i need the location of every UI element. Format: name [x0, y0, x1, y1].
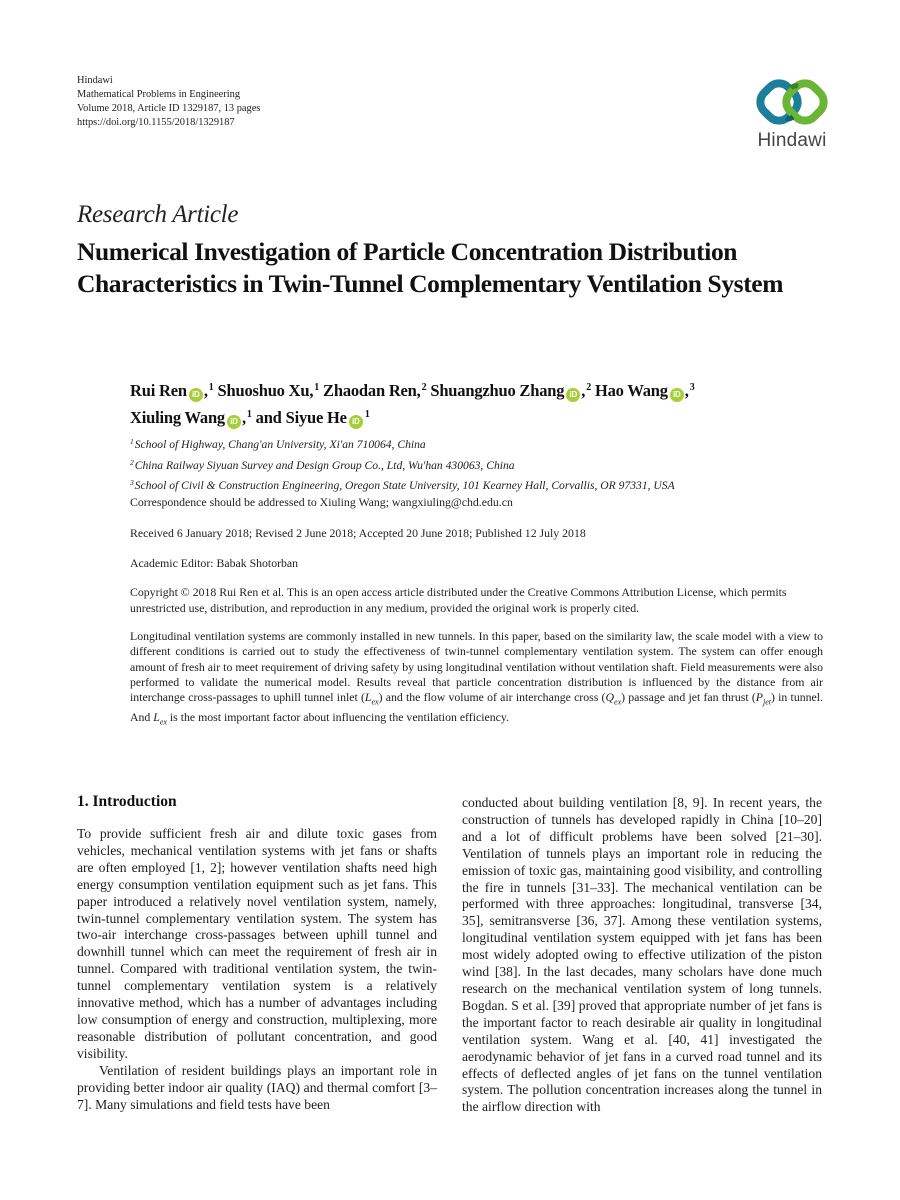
- affiliation: $^2$China Railway Siyuan Survey and Design Group Co., Ltd, Wu'han 430063, China: [130, 457, 515, 472]
- author[interactable]: Shuoshuo Xu,$^1$: [217, 381, 320, 400]
- paragraph: conducted about building ventilation [8, 9]. In recent years, the construction of tunnels has developed rapidly in China [10–20] and a lot of difficult problems have been solved [21–30]. Ventilation of tunnels plays an important role in reducing the emission of toxic gas, maintaining good visibility, and controlling the fire in tunnels [31–33]. The mechanical ventilation can be performed with three approaches: longitudinal, transverse [34, 35], semitransverse [36, 37]. Among these ventilation systems, longitudinal ventilation system equipped with jet fans has been most widely adopted owing to effective utilization of the piston wind [38]. In the last decades, many scholars have done much research on the mechanical ventilation system of long tunnels. Bogdan. S et al. [39] proved that appropriate number of jet fans is the important factor to reach desirable air quality in longitudinal ventilation system. Wang et al. [40, 41] investigated the aerodynamic behavior of jet fans in a curved road tunnel and its effects of deflected angles of jet fans on the tunnel ventilation system. The pollution concentration increases along the tunnel in the airflow direction with: [462, 795, 822, 1115]
- paragraph: Ventilation of resident buildings plays an important role in providing better indoor air quality (IAQ) and thermal comfort [3–7]. Many simulations and field tests have been: [77, 1062, 437, 1112]
- hindawi-logo: [742, 74, 842, 158]
- body-column-right: [462, 795, 822, 1116]
- academic-editor: Academic Editor: Babak Shotorban: [130, 556, 299, 570]
- volume-info: Volume 2018, Article ID 1329187, 13 pages: [77, 103, 261, 114]
- publisher-name: Hindawi: [77, 75, 113, 86]
- body-column-left: [77, 826, 437, 1113]
- author[interactable]: Zhaodan Ren,$^2$: [323, 381, 427, 400]
- author[interactable]: Hao Wang iD ,$^3$: [594, 381, 695, 400]
- journal-name: Mathematical Problems in Engineering: [77, 89, 241, 100]
- author[interactable]: Rui Ren iD ,$^1$: [130, 381, 214, 400]
- orcid-icon[interactable]: iD: [189, 388, 203, 402]
- orcid-icon[interactable]: iD: [670, 388, 684, 402]
- copyright-notice: Copyright © 2018 Rui Ren et al. This is an open access article distributed under the Creative Commons Attribution License, which permits unrestricted use, distribution, and reproduction in any medium, provided the original work is properly cited.: [130, 585, 787, 615]
- section-heading: 1. Introduction: [77, 793, 177, 810]
- affiliation: $^3$School of Civil & Construction Engineering, Oregon State University, 101 Kearney Hall, Corvallis, OR 97331, USA: [130, 478, 675, 492]
- correspondence: Correspondence should be addressed to Xiuling Wang; wangxiuling@chd.edu.cn: [130, 495, 513, 509]
- affiliation: $^1$School of Highway, Chang'an University, Xi'an 710064, China: [130, 437, 426, 451]
- paragraph: To provide sufficient fresh air and dilute toxic gases from vehicles, mechanical ventilation systems with jet fans or shafts are often employed [1, 2]; however ventilation shafts need high energy consumption ventilation equipment such as jet fans. This paper introduced a relatively novel ventilation system, namely, twin-tunnel complementary ventilation system. The system has two-air interchange cross-passages between uphill tunnel and downhill tunnel which can meet the requirement of fresh air in tunnel. Compared with traditional ventilation system, the twin-tunnel complementary ventilation system is a relatively innovative method, which has a number of advantages including low consumption of energy and construction, multiplexing, more reasonable distribution of pollutant concentration, and good visibility.: [77, 826, 437, 1061]
- article-type: Research Article: [77, 201, 239, 228]
- article-title: Numerical Investigation of Particle Concentration Distribution Characteristics in Twin-Tunnel Complementary Ventilation System: [77, 237, 784, 298]
- author-list: [130, 376, 830, 430]
- author-conjunction: and: [255, 408, 282, 427]
- author[interactable]: Xiuling Wang iD ,$^1$: [130, 408, 252, 427]
- publication-dates: Received 6 January 2018; Revised 2 June 2018; Accepted 20 June 2018; Published 12 July 2018: [130, 526, 586, 540]
- interlocking-rings-icon: [742, 74, 842, 130]
- author[interactable]: Siyue He $iD^1$: [285, 408, 370, 427]
- abstract: Longitudinal ventilation systems are commonly installed in new tunnels. In this paper, based on the similarity law, the scale model with a view to different conditions is carried out to study the effectiveness of twin-tunnel complementary ventilation system. The system can offer enough amount of fresh air to meet requirement of driving safety by using longitudinal ventilation without ventilation shaft. Field measurements were also performed to validate the numerical model. Results reveal that particle concentration distribution is influenced by the distance from air interchange cross-passages to uphill tunnel inlet $(L_{ex})$ and the flow volume of air interchange cross $(Q_{ex})$ passage and jet fan thrust $(P_{jet})$ in tunnel. And $L_{ex}$ is the most important factor about influencing the ventilation efficiency.: [130, 629, 823, 727]
- affiliations: [130, 433, 830, 495]
- hindawi-wordmark: Hindawi: [757, 130, 827, 151]
- doi-link[interactable]: https://doi.org/10.1155/2018/1329187: [77, 117, 235, 128]
- orcid-icon[interactable]: iD: [349, 415, 363, 429]
- orcid-icon[interactable]: iD: [566, 388, 580, 402]
- orcid-icon[interactable]: iD: [227, 415, 241, 429]
- author[interactable]: Shuangzhuo Zhang iD ,$^2$: [430, 381, 592, 400]
- journal-masthead: [77, 74, 260, 130]
